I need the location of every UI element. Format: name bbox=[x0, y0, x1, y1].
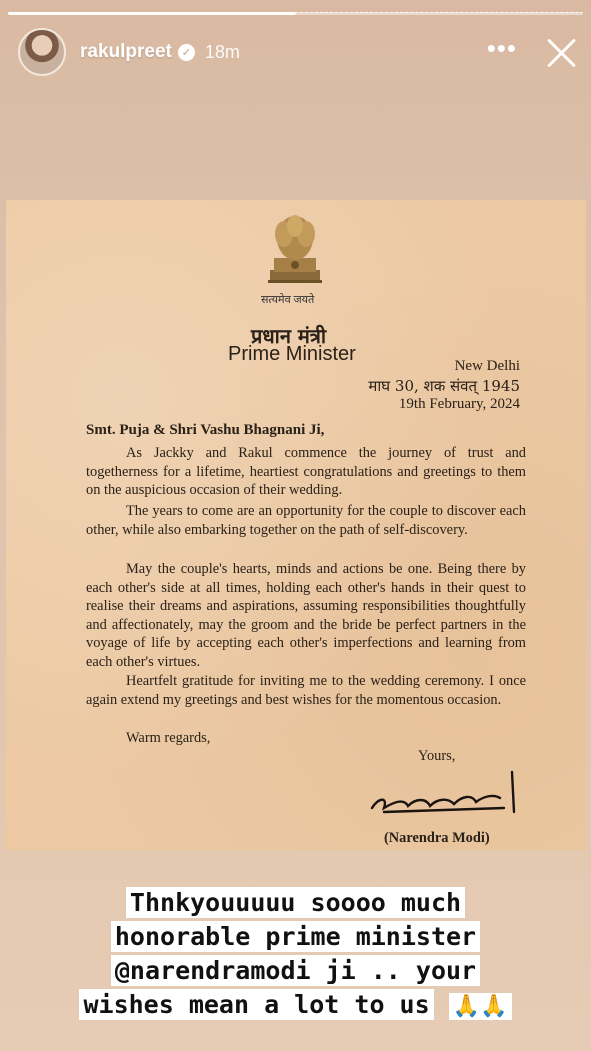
letter-image bbox=[6, 200, 586, 850]
letter-place: New Delhi bbox=[454, 358, 520, 374]
post-time: 18m bbox=[204, 41, 240, 62]
letterhead-title-english: Prime Minister bbox=[228, 343, 356, 365]
letter-paragraph: As Jackky and Rakul commence the journey of trust and togetherness for a lifetime, heartiest congratulations and greetings to them on the auspicious occasion of their wedding. bbox=[86, 445, 526, 498]
letter-paragraph: May the couple's hearts, minds and actions be one. Being there by each other's side at all times, holding each other's hands in their quest to realise their dreams and aspirations, assuming responsibilities thoughtfully and affectionately, may the groom and the bride be perfect partners in the voyage of life by accepting each other's imperfections and learning from each other's virtues. bbox=[86, 561, 526, 670]
folded-hands-emoji-icon: 🙏🙏 bbox=[449, 993, 512, 1020]
letter-closing: Warm regards, bbox=[126, 730, 211, 746]
story-header bbox=[18, 26, 579, 78]
more-options-button[interactable]: ••• bbox=[486, 33, 517, 63]
letterhead-title-hindi: प्रधान मंत्री bbox=[251, 324, 327, 348]
username[interactable]: rakulpreet bbox=[80, 41, 172, 62]
progress-segment bbox=[8, 12, 583, 15]
caption-line: @narendramodi ji .. your bbox=[111, 955, 480, 986]
caption-line: Thnkyouuuuu soooo much bbox=[126, 887, 465, 918]
signature-image bbox=[364, 768, 524, 826]
letter-yours: Yours, bbox=[418, 748, 456, 764]
avatar[interactable] bbox=[18, 28, 66, 76]
close-icon[interactable] bbox=[543, 34, 579, 70]
caption-line: honorable prime minister bbox=[111, 921, 480, 952]
letter-salutation: Smt. Puja & Shri Vashu Bhagnani Ji, bbox=[86, 422, 325, 438]
letter-date-english: 19th February, 2024 bbox=[398, 396, 520, 412]
story-caption bbox=[0, 886, 591, 1024]
letter-signer: (Narendra Modi) bbox=[384, 830, 490, 846]
national-emblem-icon bbox=[264, 208, 326, 294]
letter-paragraph: The years to come are an opportunity for the couple to discover each other, while also embarking together on the path of self-discovery. bbox=[86, 503, 526, 538]
letter-paragraph: Heartfelt gratitude for inviting me to the wedding ceremony. I once again extend my greetings and best wishes for the momentous occasion. bbox=[86, 673, 526, 708]
story-progress-bar bbox=[8, 12, 583, 15]
letter-date-hindi: माघ 30, शक संवत् 1945 bbox=[368, 377, 520, 395]
verified-badge-icon: ✓ bbox=[178, 44, 195, 61]
caption-line: wishes mean a lot to us bbox=[79, 989, 433, 1020]
emblem-motto: सत्यमेव जयते bbox=[261, 294, 315, 306]
